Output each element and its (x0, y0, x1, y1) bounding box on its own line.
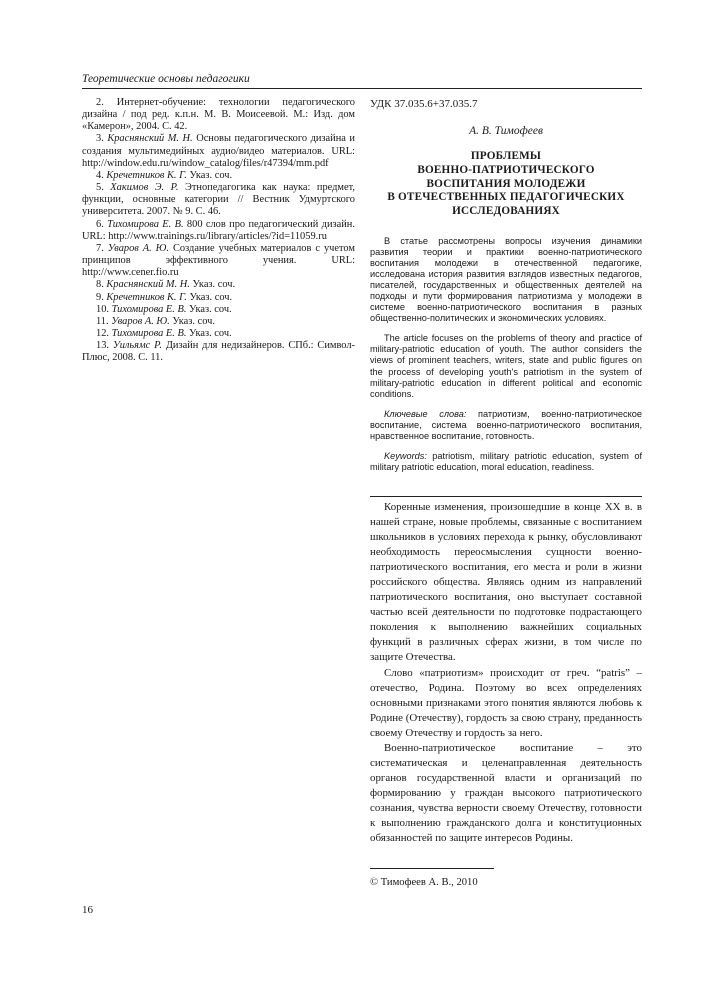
reference-item: 4. Кречетников К. Г. Указ. соч. (96, 169, 233, 181)
body-paragraph: Слово «патриотизм» происходит от греч. “patris” – отечество, Родина. Поэтому во всех определениях основными признаками этого понятия являются любовь к Родине (Отечеству), гордость за свою страну, преданность своему Отечеству и гордость за него. (370, 666, 642, 739)
reference-item: 3. Краснянский М. Н. Основы педагогического дизайна и создания мультимедийных аудио/видео материалов. URL: http://window.edu.ru/window_catalog/files/r47394/mm.pdf (82, 133, 355, 169)
article-title (370, 150, 642, 219)
body-paragraph: Военно-патриотическое воспитание – это систематическая и целенаправленная деятельность органов государственной власти и организаций по формированию у граждан высокого патриотического сознания, чувства верности своему Отечеству, готовности к выполнению гражданского долга и конституционных обязанностей по защите интересов Родины. (370, 741, 642, 845)
reference-author: Кречетников К. Г. (106, 169, 187, 181)
reference-author: Краснянский М. Н. (106, 279, 190, 291)
reference-item: 8. Краснянский М. Н. Указ. соч. (96, 279, 236, 291)
body-paragraph: Коренные изменения, произошедшие в конце XX в. в нашей стране, новые проблемы, связанные с воспитанием школьников в условиях перехода к рынку, обусловливают необходимость переосмысления сущности военно-патриотического воспитания, его места и роли в жизни российского общества. Являясь одним из направлений патриотического воспитания, оно выступает составной частью всей деятельности по подготовке подрастающего поколения к выполнению важнейших социальных функций в различных сферах жизни, в том числе по защите Отечества. (370, 501, 642, 664)
reference-item: 11. Уваров А. Ю. Указ. соч. (96, 315, 215, 327)
reference-author: Хакимов Э. Р. (110, 182, 179, 194)
page-number: 16 (82, 904, 93, 916)
reference-author: Тихомирова Е. В. (111, 303, 187, 315)
reference-author: Уваров А. Ю. (111, 315, 170, 327)
running-head: Теоретические основы педагогики (82, 73, 250, 85)
reference-author: Тихомирова Е. В. (107, 218, 184, 230)
reference-author: Тихомирова Е. В. (111, 327, 187, 339)
reference-item: 5. Хакимов Э. Р. Этнопедагогика как наука: предмет, функции, основные категории // Вестник Удмуртского университета. 2007. № 9. С. 46. (82, 182, 355, 218)
abstract-russian: В статье рассмотрены вопросы изучения динамики развития теории и практики военно-патриотического воспитания молодежи в отечественной педагогике, исследована история развития взглядов известных педагогов, писателей, государственных и общественных деятелей на подходы и пути формирования патриотизма у молодежи в системе военно-патриотического воспитания в разных общественно-политических и экономических условиях. (370, 235, 642, 324)
keywords-label: Keywords: (384, 450, 427, 461)
reference-item: 10. Тихомирова Е. В. Указ. соч. (96, 303, 232, 315)
keywords-label: Ключевые слова: (384, 408, 467, 419)
reference-item: 6. Тихомирова Е. В. 800 слов про педагогический дизайн. URL: http://www.trainings.ru/library/articles/?id=11059.ru (82, 218, 355, 242)
reference-author: Краснянский М. Н. (107, 133, 193, 145)
reference-item: 2. Интернет-обучение: технологии педагогического дизайна / под ред. к.п.н. М. В. Моисеевой. М.: Изд. дом «Камерон», 2004. С. 42. (82, 97, 355, 133)
reference-list (82, 97, 355, 364)
title-line: В ОТЕЧЕСТВЕННЫХ ПЕДАГОГИЧЕСКИХ (387, 191, 625, 204)
title-line: ИССЛЕДОВАНИЯХ (452, 205, 560, 218)
footnote-rule (370, 868, 494, 869)
copyright-notice: © Тимофеев А. В., 2010 (370, 877, 478, 888)
reference-item: 7. Уваров А. Ю. Создание учебных материалов с учетом принципов эффективного учения. URL: http://www.cener.fio.ru (82, 242, 355, 279)
reference-author: Кречетников К. Г. (106, 291, 187, 303)
article-header (370, 97, 642, 473)
article-author: А. В. Тимофеев (469, 125, 543, 137)
abstract-divider (370, 496, 642, 497)
reference-item: 9. Кречетников К. Г. Указ. соч. (96, 291, 233, 303)
title-line: ВОСПИТАНИЯ МОЛОДЕЖИ (426, 177, 586, 190)
keywords-english: Keywords: patriotism, military patriotic education, system of military patriotic education, moral education, readiness. (370, 450, 642, 472)
abstract-english: The article focuses on the problems of theory and practice of military-patriotic education of youth. The author considers the views of prominent teachers, writers, state and public figures on the process of developing youth's patriotism in the system of military-patriotic education in different political and economic conditions. (370, 333, 642, 399)
reference-item: 13. Уильямс Р. Дизайн для недизайнеров. СПб.: Символ-Плюс, 2008. С. 11. (82, 340, 355, 364)
reference-author: Уильямс Р. (112, 340, 162, 352)
header-rule (82, 88, 642, 89)
title-line: ПРОБЛЕМЫ (470, 150, 542, 162)
article-body (370, 500, 642, 846)
reference-item: 12. Тихомирова Е. В. Указ. соч. (96, 327, 232, 339)
reference-author: Уваров А. Ю. (107, 242, 170, 254)
udk-code: УДК 37.035.6+37.035.7 (370, 98, 478, 110)
title-line: ВОЕННО-ПАТРИОТИЧЕСКОГО (417, 163, 595, 176)
keywords-russian: Ключевые слова: патриотизм, военно-патриотическое воспитание, система военно-патриотического воспитания, нравственное воспитание, готовность. (370, 408, 642, 441)
